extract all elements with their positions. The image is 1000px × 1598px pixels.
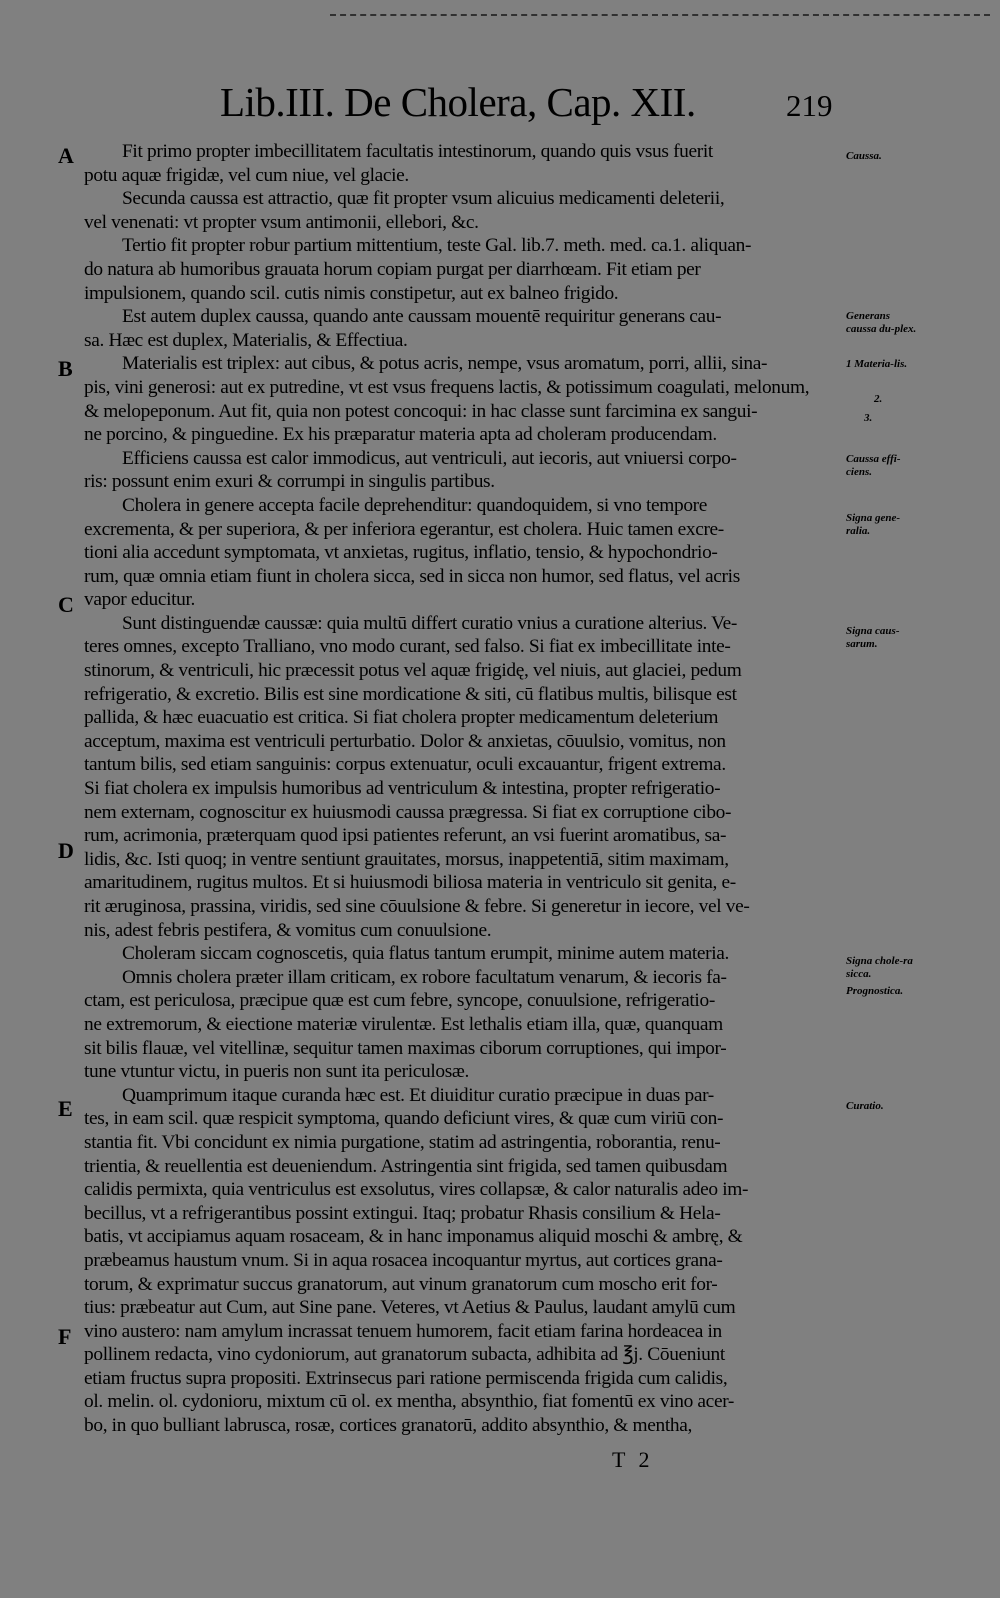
text-line: teres omnes, excepto Tralliano, vno modo curant, sed falso. Si fiat ex imbecillitate inte- xyxy=(84,636,731,658)
text-line: ne extremorum, & eiectione materiæ virulentæ. Est lethalis etiam illa, quæ, quanquam xyxy=(84,1013,723,1035)
running-title: Lib.III. De Cholera, Cap. XII. xyxy=(220,79,696,125)
text-line: vel venenati: vt propter vsum antimonii, ellebori, &c. xyxy=(84,211,479,233)
signature-mark: T 2 xyxy=(612,1447,654,1472)
text-line: etiam fructus supra propositi. Extrinsecus pari ratione permiscenda frigida cum calidis, xyxy=(84,1367,728,1389)
margin-note-two: 2. xyxy=(874,393,883,405)
text-line: Efficiens caussa est calor immodicus, aut ventriculi, aut iecoris, aut vniuersi corpo- xyxy=(122,447,737,469)
text-line: batis, vt accipiamus aquam rosaceam, & in hanc imponamus aliquid moschi & ambrę, & xyxy=(84,1226,743,1248)
body-text xyxy=(84,140,836,1438)
text-line: Secunda caussa est attractio, quæ fit propter vsum alicuius medicamenti deleterii, xyxy=(122,188,725,210)
text-line: torum, & exprimatur succus granatorum, aut vinum granatorum cum moscho erit for- xyxy=(84,1273,718,1295)
section-letter-a: A xyxy=(58,143,74,168)
section-letter-f: F xyxy=(58,1324,72,1349)
margin-note-generans: Generans caussa du-plex. xyxy=(846,310,917,335)
top-edge-rule xyxy=(330,14,990,16)
text-line: potu aquæ frigidæ, vel cum niue, vel glacie. xyxy=(84,164,409,186)
text-line: vapor educitur. xyxy=(84,589,196,611)
text-line: impulsionem, quando scil. cutis nimis constipetur, aut ex balneo frigido. xyxy=(84,282,619,304)
text-line: bo, in quo bulliant labrusca, rosæ, cortices granatorū, addito absynthio, & mentha, xyxy=(84,1415,693,1437)
text-line: stinorum, & ventriculi, hic præcessit potus vel aquæ frigidę, vel niuis, aut glaciei, pedum xyxy=(84,660,742,682)
section-letter-d: D xyxy=(58,838,74,863)
text-line: Est autem duplex caussa, quando ante caussam mouentē requiritur generans cau- xyxy=(122,306,722,328)
text-line: pallida, & hæc euacuatio est critica. Si fiat cholera propter medicamentum deleterium xyxy=(84,707,719,729)
margin-note-efficiens: Caussa effi-ciens. xyxy=(846,453,901,478)
text-line: lidis, &c. Isti quoq; in ventre sentiunt grauitates, morsus, inappetentiā, sitim maximam, xyxy=(84,848,729,870)
text-line: acceptum, maxima est ventriculi perturbatio. Dolor & anxietas, cōuulsio, vomitus, non xyxy=(84,730,726,752)
text-line: Omnis cholera præter illam criticam, ex robore facultatum venarum, & iecoris fa- xyxy=(122,966,727,988)
text-line: nis, adest febris pestifera, & vomitus cum conuulsione. xyxy=(84,919,492,941)
text-line: ctam, est periculosa, præcipue quæ est cum febre, syncope, conuulsione, refrigeratio- xyxy=(84,990,715,1012)
text-line: amaritudinem, rugitus multos. Et si huiusmodi biliosa materia in ventriculo sit genita, e- xyxy=(84,872,736,894)
margin-note-signa-generalia: Signa gene-ralia. xyxy=(846,512,901,537)
text-line: pis, vini generosi: aut ex putredine, vt est vsus frequens lactis, & potissimum coagulati, melonum, xyxy=(84,376,810,398)
text-line: nem externam, cognoscitur ex huiusmodi caussa prægressa. Si fiat ex corruptione cibo- xyxy=(84,801,732,823)
text-line: sa. Hæc est duplex, Materialis, & Effectiua. xyxy=(84,329,408,351)
text-line: tes, in eam scil. quæ respicit symptoma, quando deficiunt vires, & quæ cum viriū con- xyxy=(84,1108,724,1130)
text-line: ne porcino, & pinguedine. Ex his præparatur materia apta ad choleram producendam. xyxy=(84,424,717,446)
margin-note-prognostica: Prognostica. xyxy=(846,985,904,997)
margin-note-curatio: Curatio. xyxy=(846,1100,884,1112)
section-letter-b: B xyxy=(58,356,73,381)
text-line: Quamprimum itaque curanda hæc est. Et diuiditur curatio præcipue in duas par- xyxy=(122,1084,714,1106)
text-line: tius: præbeatur aut Cum, aut Sine pane. Veteres, vt Aetius & Paulus, laudant amylū cum xyxy=(84,1297,736,1319)
text-line: becillus, vt a refrigerantibus possint extingui. Itaq; probatur Rhasis consilium & Hela- xyxy=(84,1202,721,1224)
text-line: Materialis est triplex: aut cibus, & potus acris, nempe, vsus aromatum, porri, allii, sina- xyxy=(122,353,768,375)
section-letter-e: E xyxy=(58,1096,73,1121)
margin-note-caussa: Caussa. xyxy=(846,150,882,162)
text-line: rit æruginosa, prassina, viridis, sed sine cōuulsione & febre. Si generetur in iecore, vel ve- xyxy=(84,896,750,917)
text-line: rum, acrimonia, præterquam quod ipsi patientes referunt, an vsi fuerint aromatibus, sa- xyxy=(84,825,727,847)
text-line: stantia fit. Vbi concidunt ex nimia purgatione, statim ad astringentia, roborantia, renu- xyxy=(84,1131,721,1153)
margin-note-materialis: 1 Materia-lis. xyxy=(846,358,908,370)
text-line: excrementa, & per superiora, & per inferiora egerantur, est cholera. Huic tamen excre- xyxy=(84,518,724,540)
text-line: Fit primo propter imbecillitatem facultatis intestinorum, quando quis vsus fuerit xyxy=(122,141,713,162)
text-line: pollinem redacta, vino cydoniorum, aut granatorum subacta, adhibita ad ℥j. Cōueniunt xyxy=(84,1344,725,1366)
text-line: refrigeratio, & excretio. Bilis est sine mordicatione & siti, cū flatibus multis, bilisque est xyxy=(84,683,737,705)
text-line: Cholera in genere accepta facile deprehenditur: quandoquidem, si vno tempore xyxy=(122,494,708,516)
text-line: Choleram siccam cognoscetis, quia flatus tantum erumpit, minime autem materia. xyxy=(122,943,730,965)
margin-note-signa-caussarum: Signa caus-sarum. xyxy=(846,625,900,650)
text-line: ris: possunt enim exuri & corrumpi in singulis partibus. xyxy=(84,471,495,493)
page-number: 219 xyxy=(786,88,833,123)
text-line: Si fiat cholera ex impulsis humoribus ad ventriculum & intestina, propter refrigeratio- xyxy=(84,778,721,800)
text-line: Tertio fit propter robur partium mittentium, teste Gal. lib.7. meth. med. ca.1. aliquan- xyxy=(122,235,752,257)
text-line: trientia, & reuellentia est deueniendum. Astringentia sint frigida, sed tamen quibusdam xyxy=(84,1155,728,1177)
text-line: rum, quæ omnia etiam fiunt in cholera sicca, sed in sicca non humor, sed flatus, vel acris xyxy=(84,565,740,587)
text-line: tantum bilis, sed etiam sanguinis: corpus extenuatur, oculi excauantur, frigent extrema. xyxy=(84,754,726,776)
margin-note-signa-sicca: Signa chole-ra sicca. xyxy=(846,955,913,980)
margin-note-three: 3. xyxy=(864,412,873,424)
text-line: præbeamus haustum vnum. Si in aqua rosacea incoquantur myrtus, aut cortices grana- xyxy=(84,1249,723,1271)
text-line: sit bilis flauæ, vel vitellinæ, sequitur tamen maximas ciborum corruptiones, qui impor- xyxy=(84,1037,727,1059)
text-line: calidis permixta, quia ventriculus est exsolutus, vires collapsæ, & calor naturalis adeo im- xyxy=(84,1179,749,1201)
text-line: ol. melin. ol. cydonioru, mixtum cū ol. ex mentha, absynthio, fiat fomentū ex vino acer- xyxy=(84,1391,735,1413)
text-line: & melopeponum. Aut fit, quia non potest concoqui: in hac classe sunt farcimina ex sangui- xyxy=(84,400,758,422)
text-line: Sunt distinguendæ caussæ: quia multū differt curatio vnius a curatione alterius. Ve- xyxy=(122,612,738,634)
text-line: tune vtuntur victu, in pueris non sunt ita periculosæ. xyxy=(84,1061,470,1083)
text-line: do natura ab humoribus grauata horum copiam purgat per diarrhœam. Fit etiam per xyxy=(84,258,701,280)
text-line: vino austero: nam amylum incrassat tenuem humorem, facit etiam farina hordeacea in xyxy=(84,1320,722,1342)
text-line: tioni alia accedunt symptomata, vt anxietas, rugitus, inflatio, tensio, & hypochondrio- xyxy=(84,542,718,564)
section-letter-c: C xyxy=(58,592,74,617)
